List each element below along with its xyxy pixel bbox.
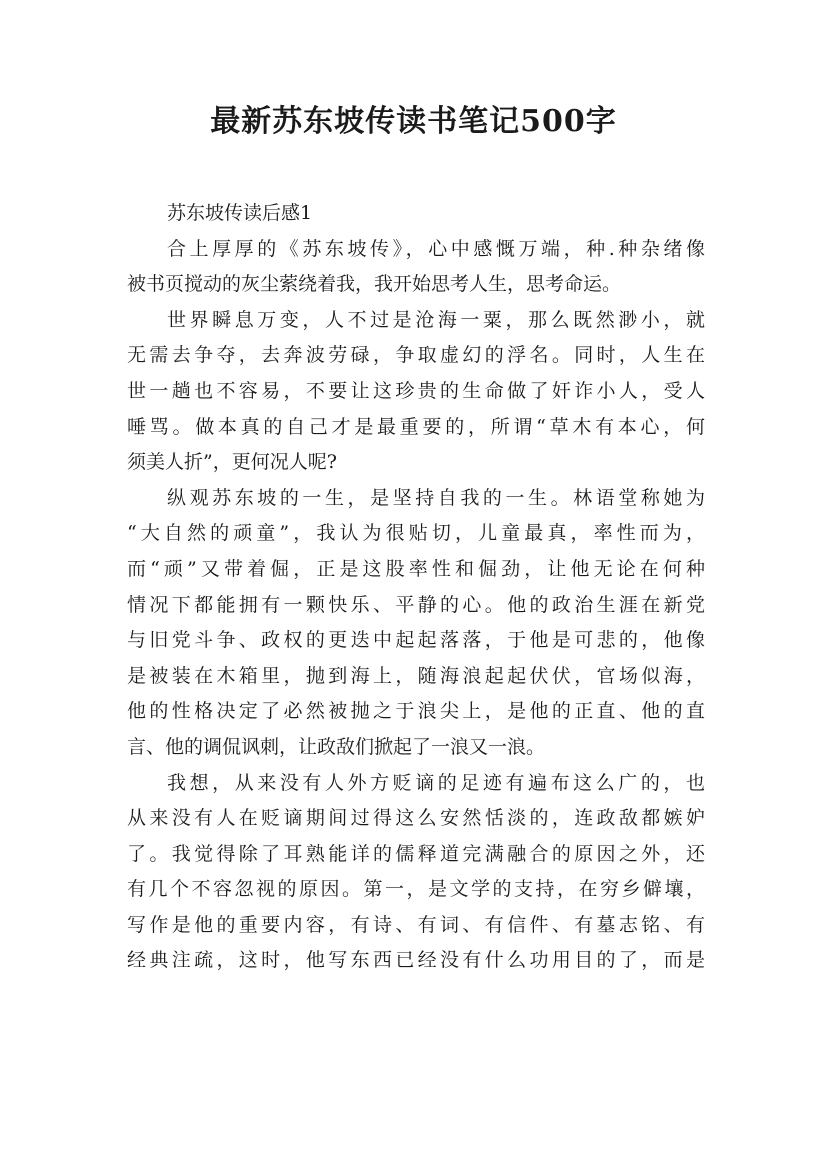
text-line: 是被装在木箱里，抛到海上，随海浪起起伏伏，官场似海， [127, 664, 705, 687]
document-title: 最新苏东坡传读书笔记500字 [210, 104, 617, 139]
text-line: 经典注疏，这时，他写东西已经没有什么功用目的了，而是 [127, 949, 705, 972]
document-body [127, 196, 705, 979]
text-line: 写作是他的重要内容，有诗、有词、有信件、有墓志铭、有 [127, 913, 705, 936]
text-line: 而“顽”又带着倔，正是这股率性和倔劲，让他无论在何种 [127, 557, 705, 580]
text-line: 合上厚厚的《苏东坡传》，心中感慨万端，种.种杂绪像 [167, 237, 705, 260]
text-line: 情况下都能拥有一颗快乐、平静的心。他的政治生涯在新党 [127, 593, 705, 616]
text-line: 与旧党斗争、政权的更迭中起起落落，于他是可悲的，他像 [127, 629, 705, 652]
text-line: 了。我觉得除了耳熟能详的儒释道完满融合的原因之外，还 [127, 842, 705, 865]
text-line: 他的性格决定了必然被抛之于浪尖上，是他的正直、他的直 [127, 700, 705, 723]
text-line: 纵观苏东坡的一生，是坚持自我的一生。林语堂称她为 [167, 486, 705, 509]
text-line: 我想，从来没有人外方贬谪的足迹有遍布这么广的，也 [167, 771, 705, 794]
text-line: 世界瞬息万变，人不过是沧海一粟，那么既然渺小，就 [167, 308, 705, 331]
text-line: “大自然的顽童”，我认为很贴切，儿童最真，率性而为， [127, 522, 705, 545]
text-line: 被书页搅动的灰尘萦绕着我，我开始思考人生，思考命运。 [127, 273, 622, 296]
text-line: 有几个不容忽视的原因。第一，是文学的支持，在穷乡僻壤， [127, 878, 705, 901]
text-line: 言、他的调侃讽刺，让政敌们掀起了一浪又一浪。 [127, 735, 546, 758]
text-line: 从来没有人在贬谪期间过得这么安然恬淡的，连政敌都嫉妒 [127, 807, 705, 830]
text-line: 苏东坡传读后感1 [167, 202, 313, 224]
text-line: 须美人折”，更何况人呢? [127, 451, 337, 474]
text-line: 唾骂。做本真的自己才是最重要的，所谓“草木有本心，何 [127, 415, 705, 438]
text-line: 无需去争夺，去奔波劳碌，争取虚幻的浮名。同时，人生在 [127, 344, 705, 367]
text-line: 世一趟也不容易，不要让这珍贵的生命做了奸诈小人，受人 [127, 379, 705, 402]
